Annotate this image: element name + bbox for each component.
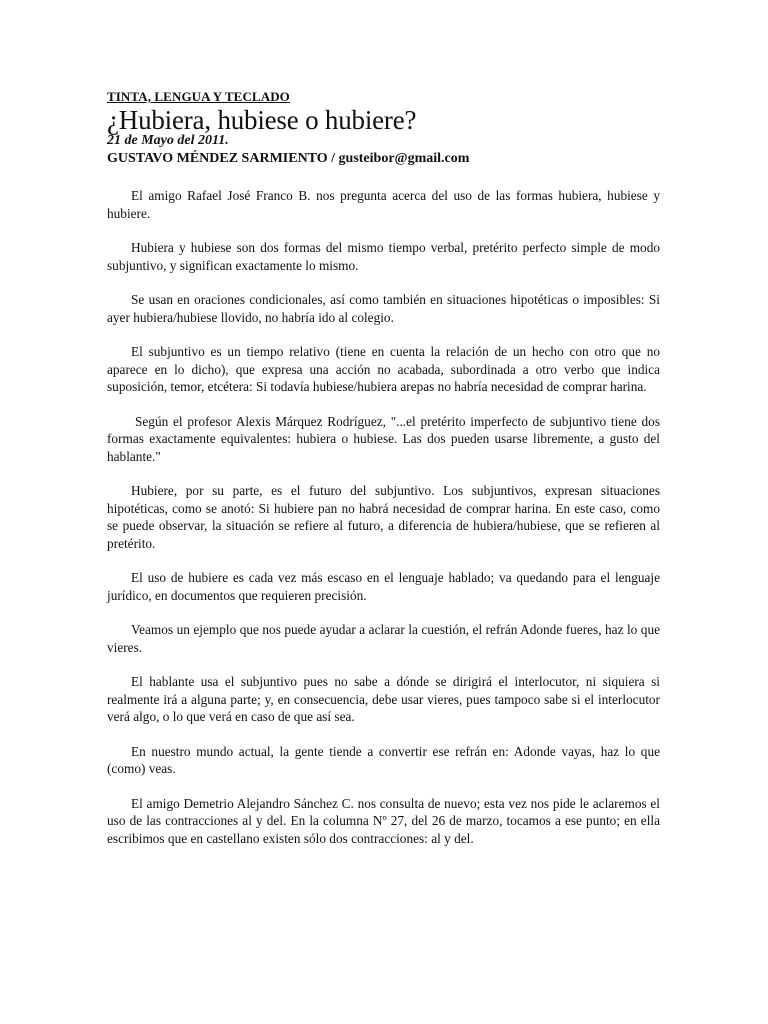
paragraph: El amigo Demetrio Alejandro Sánchez C. nos consulta de nuevo; esta vez nos pide le aclaremos el uso de las contracciones al y del. En la columna Nº 27, del 26 de marzo, tocamos a ese punto; en ella escribimos que en castellano existen sólo dos contracciones: al y del.	[107, 795, 660, 846]
paragraph: Según el profesor Alexis Márquez Rodríguez, "...el pretérito imperfecto de subjuntivo tiene dos formas exactamente equivalentes: hubiera o hubiese. Las dos pueden usarse libremente, a gusto del hablante."	[107, 413, 660, 464]
article-date: 21 de Mayo del 2011.	[107, 133, 229, 148]
paragraph: Se usan en oraciones condicionales, así como también en situaciones hipotéticas o imposibles: Si ayer hubiera/hubiese llovido, no habría ido al colegio.	[107, 292, 660, 325]
paragraph: Hubiera y hubiese son dos formas del mismo tiempo verbal, pretérito perfecto simple de modo subjuntivo, y significan exactamente lo mismo.	[107, 240, 660, 273]
paragraph: Veamos un ejemplo que nos puede ayudar a aclarar la cuestión, el refrán Adonde fueres, haz lo que vieres.	[107, 622, 660, 655]
paragraph: El subjuntivo es un tiempo relativo (tiene en cuenta la relación de un hecho con otro que no aparece en lo dicho), que expresa una acción no acabada, subordinada a otro verbo que indica suposición, temor, etcétera: Si todavía hubiese/hubiera arepas no habría necesidad de comprar harina.	[107, 344, 660, 394]
column-label: TINTA, LENGUA Y TECLADO	[107, 89, 290, 104]
paragraph: El uso de hubiere es cada vez más escaso en el lenguaje hablado; va quedando para el lenguaje jurídico, en documentos que requieren precisión.	[107, 570, 660, 603]
document-page	[107, 89, 660, 864]
article-body	[107, 187, 660, 847]
paragraph: El amigo Rafael José Franco B. nos pregunta acerca del uso de las formas hubiera, hubiese y hubiere.	[107, 188, 660, 221]
article-title: ¿Hubiera, hubiese o hubiere?	[107, 105, 417, 135]
author-byline: GUSTAVO MÉNDEZ SARMIENTO / gusteibor@gmail.com	[107, 151, 470, 166]
paragraph: En nuestro mundo actual, la gente tiende a convertir ese refrán en: Adonde vayas, haz lo que (como) veas.	[107, 743, 660, 776]
paragraph: El hablante usa el subjuntivo pues no sabe a dónde se dirigirá el interlocutor, ni siquiera si realmente irá a alguna parte; y, en consecuencia, debe usar vieres, pues tampoco sabe si el interlocutor verá algo, o lo que verá en caso de que así sea.	[107, 674, 660, 724]
paragraph: Hubiere, por su parte, es el futuro del subjuntivo. Los subjuntivos, expresan situaciones hipotéticas, como se anotó: Si hubiere pan no habrá necesidad de comprar harina. En este caso, como se puede observar, la situación se refiere al futuro, a diferencia de hubiera/hubiese, que se refieren al pretérito.	[107, 483, 660, 551]
